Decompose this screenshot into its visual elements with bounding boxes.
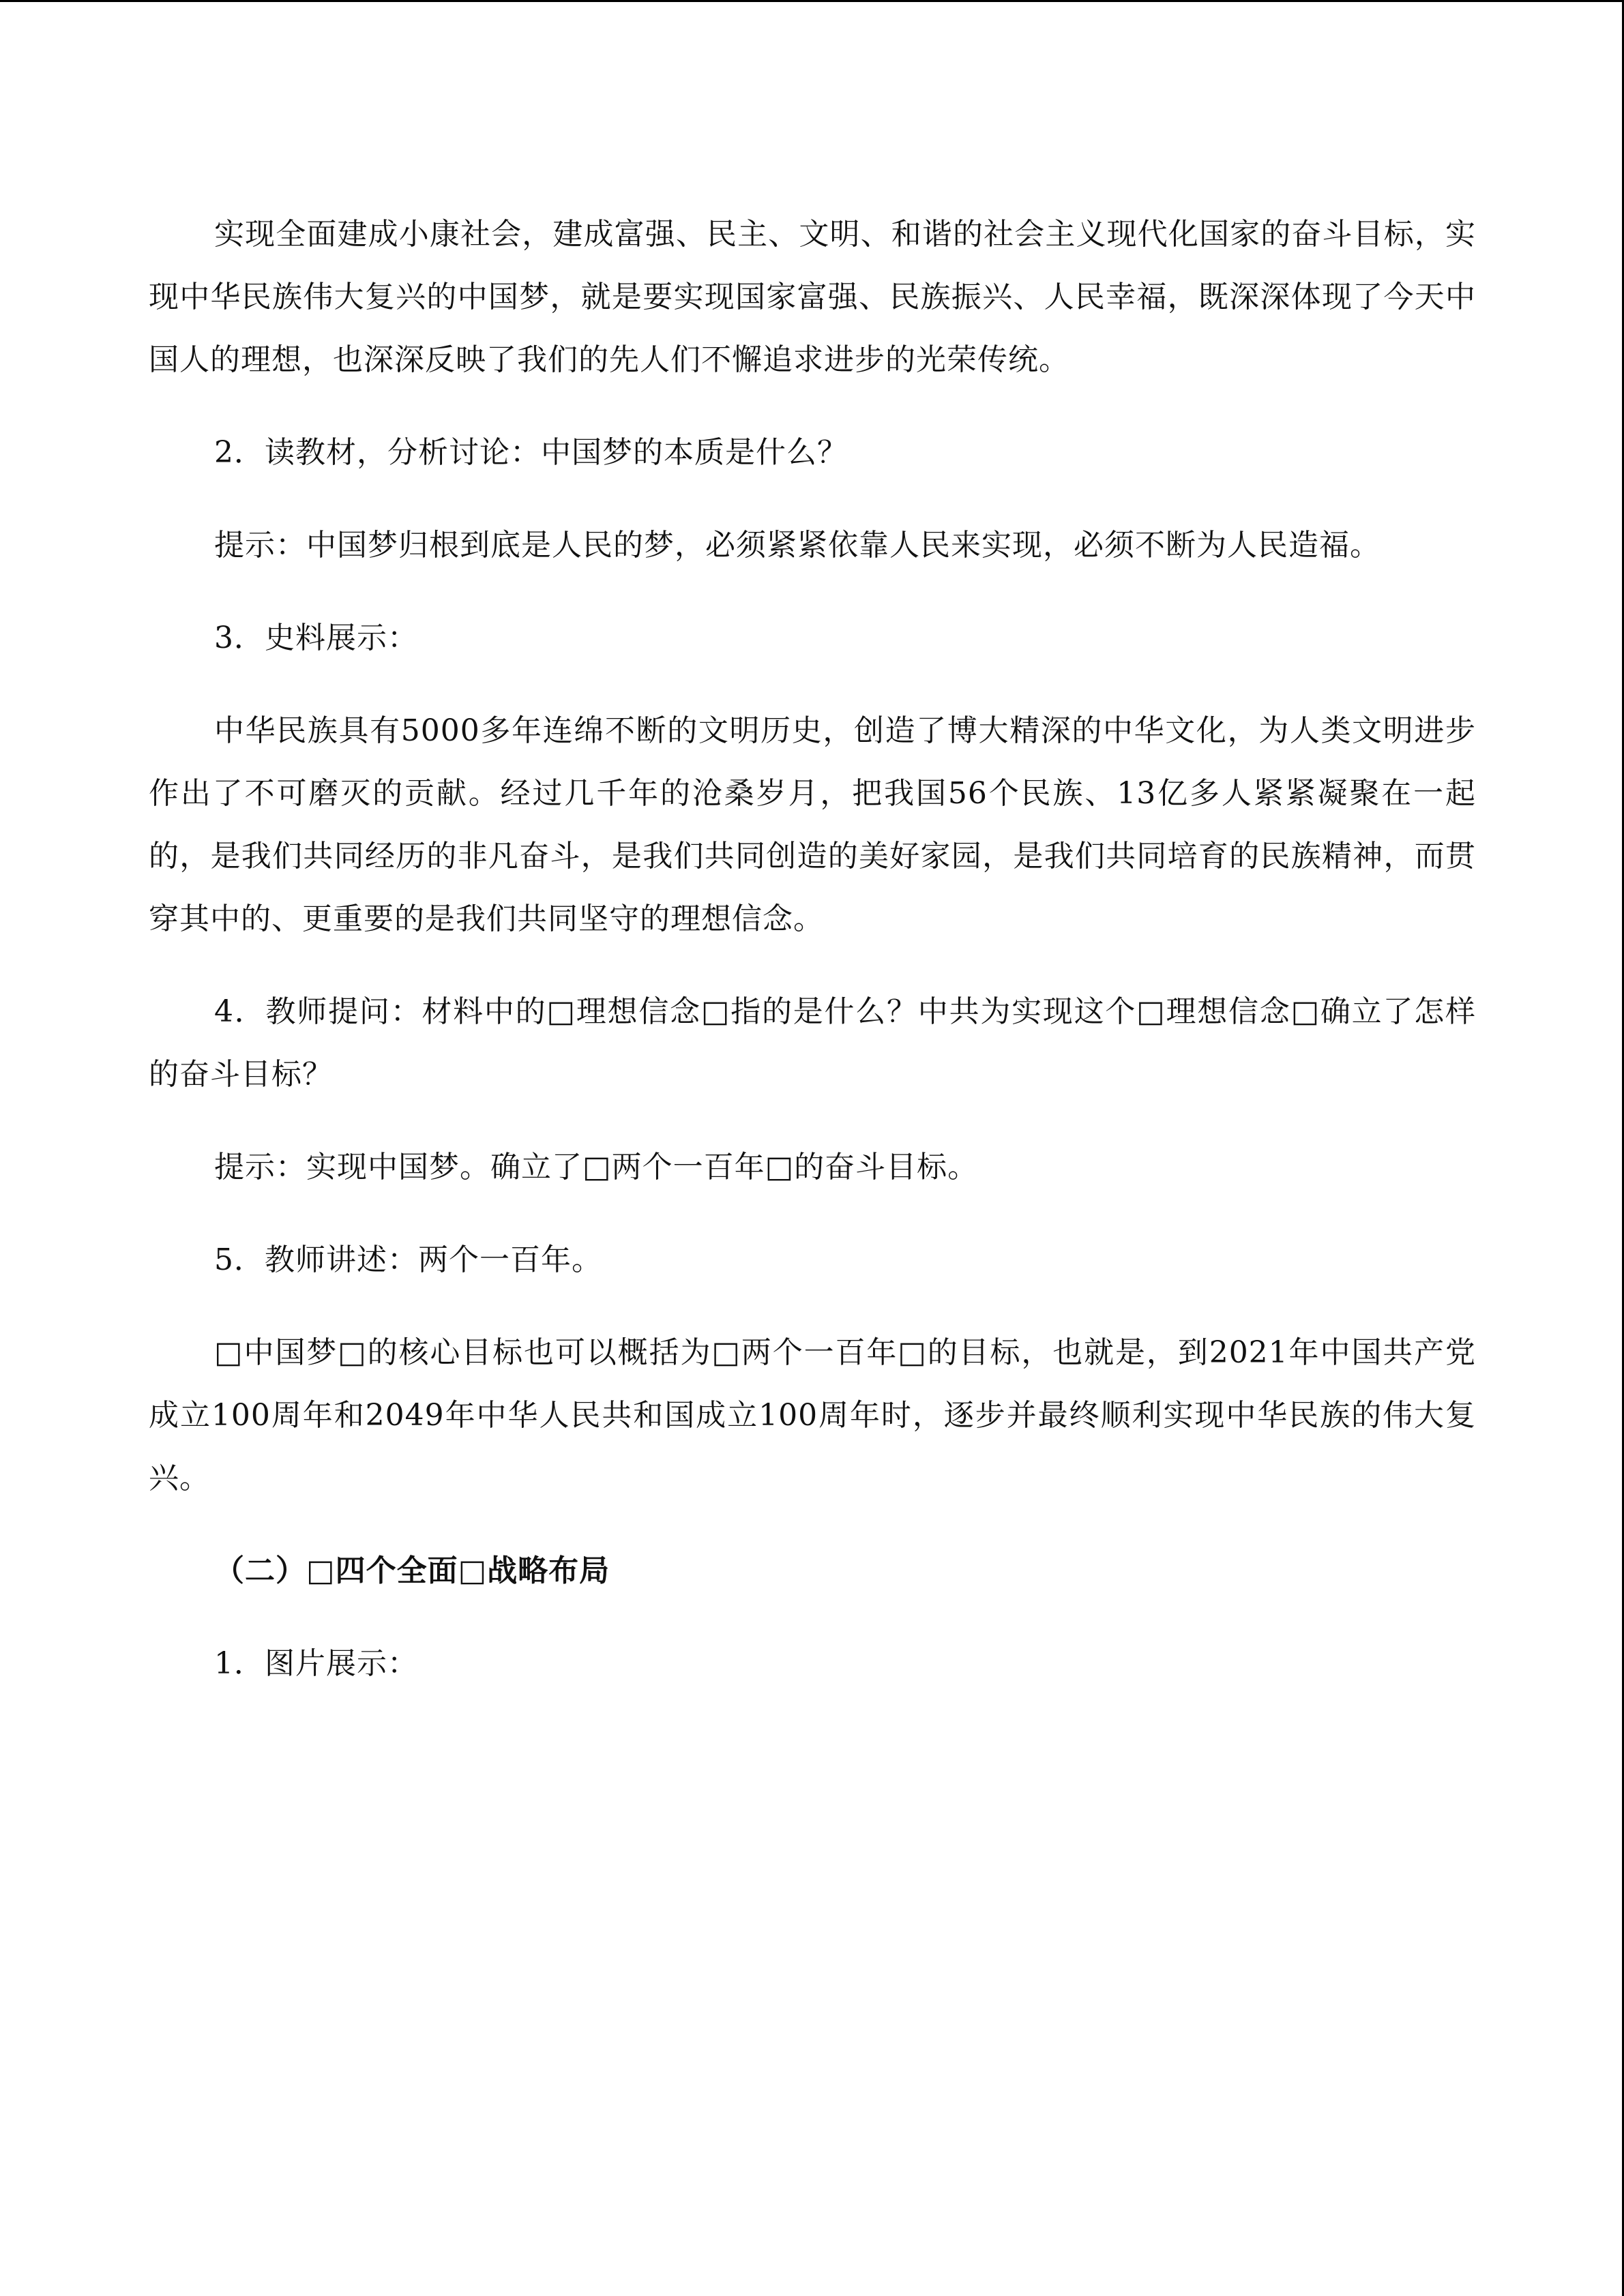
paragraph-two-centenaries: □中国梦□的核心目标也可以概括为□两个一百年□的目标，也就是，到2021年中国共产党成立100周年和2049年中华人民共和国成立100周年时，逐步并最终顺利实现中华民族的伟大复兴。 (149, 1335, 1476, 1495)
paragraph-history-material: 中华民族具有5000多年连绵不断的文明历史，创造了博大精深的中华文化，为人类文明进步作出了不可磨灭的贡献。经过几千年的沧桑岁月，把我国56个民族、13亿多人紧紧凝聚在一起的，是我们共同经历的非凡奋斗，是我们共同创造的美好家园，是我们共同培育的民族精神，而贯穿其中的、更重要的是我们共同坚守的理想信念。 (149, 713, 1476, 936)
paragraph-picture-display: 1．图片展示： (214, 1646, 418, 1681)
paragraph-item-5: 5．教师讲述：两个一百年。 (214, 1242, 602, 1277)
paragraph-question-2: 2．读教材，分析讨论：中国梦的本质是什么？ (214, 435, 848, 470)
paragraph-hint-2: 提示：中国梦归根到底是人民的梦，必须紧紧依靠人民来实现，必须不断为人民造福。 (214, 528, 1381, 563)
top-border (0, 0, 1624, 2)
paragraph-item-3: 3．史料展示： (214, 621, 418, 655)
paragraph-hint-4: 提示：实现中国梦。确立了□两个一百年□的奋斗目标。 (214, 1150, 979, 1184)
document-body (149, 203, 1476, 1695)
paragraph-goal: 实现全面建成小康社会，建成富强、民主、文明、和谐的社会主义现代化国家的奋斗目标，实现中华民族伟大复兴的中国梦，就是要实现国家富强、民族振兴、人民幸福，既深深体现了今天中国人的理想，也深深反映了我们的先人们不懈追求进步的光荣传统。 (149, 217, 1476, 377)
paragraph-question-4: 4．教师提问：材料中的□理想信念□指的是什么？中共为实现这个□理想信念□确立了怎样的奋斗目标？ (149, 994, 1476, 1092)
section-heading-four-comprehensives: （二）□四个全面□战略布局 (214, 1553, 610, 1588)
